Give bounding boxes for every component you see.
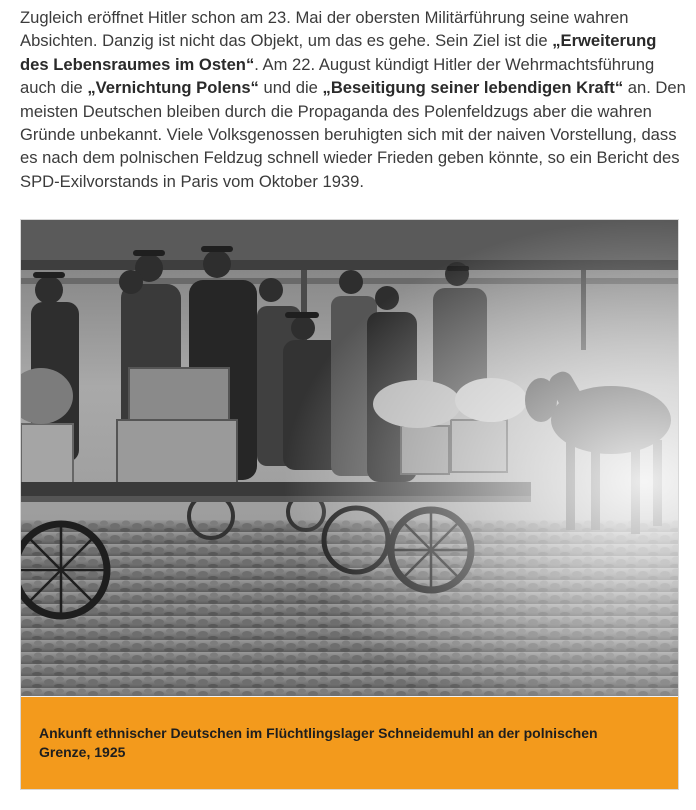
article-text-1: Zugleich eröffnet Hitler schon am 23. Mai der obersten Militärführung seine wahren Absichten. Danzig ist nicht das Objekt, um das es gehe. Sein Ziel ist die	[20, 8, 629, 51]
article-text-2: . Am 22. August kündigt Hitler der Wehrmachtsführung auch die	[20, 54, 655, 98]
article-quote-beseitigung: „Beseitigung seiner lebendigen Kraft“	[322, 78, 624, 98]
article-quote-lebensraum: „Erweiterung des Lebensraumes im Osten“	[20, 31, 657, 74]
article-text-4: an. Den meisten Deutschen bleiben durch die Propaganda des Polenfeldzugs aber die wahren Gründe unbekannt. Viele Volksgenossen beruhigten sich mit der naiven Vorstellung, dass es nach dem polnischen Feldzug schnell wieder Frieden geben könnte, so ein Bericht des SPD-Exilvorstands in Paris vom Oktober 1939.	[20, 78, 686, 191]
photo-illustration	[21, 220, 678, 696]
article-quote-vernichtung: „Vernichtung Polens“	[87, 78, 259, 98]
photo-caption: Ankunft ethnischer Deutschen im Flüchtlingslager Schneidemuhl an der polnischen Grenze, 1925	[39, 725, 598, 760]
photo-figure	[20, 219, 679, 790]
article-text-3: und die	[258, 78, 323, 98]
article-paragraph	[20, 6, 688, 193]
caption-bar	[21, 697, 678, 789]
historical-photo[interactable]	[21, 220, 678, 696]
